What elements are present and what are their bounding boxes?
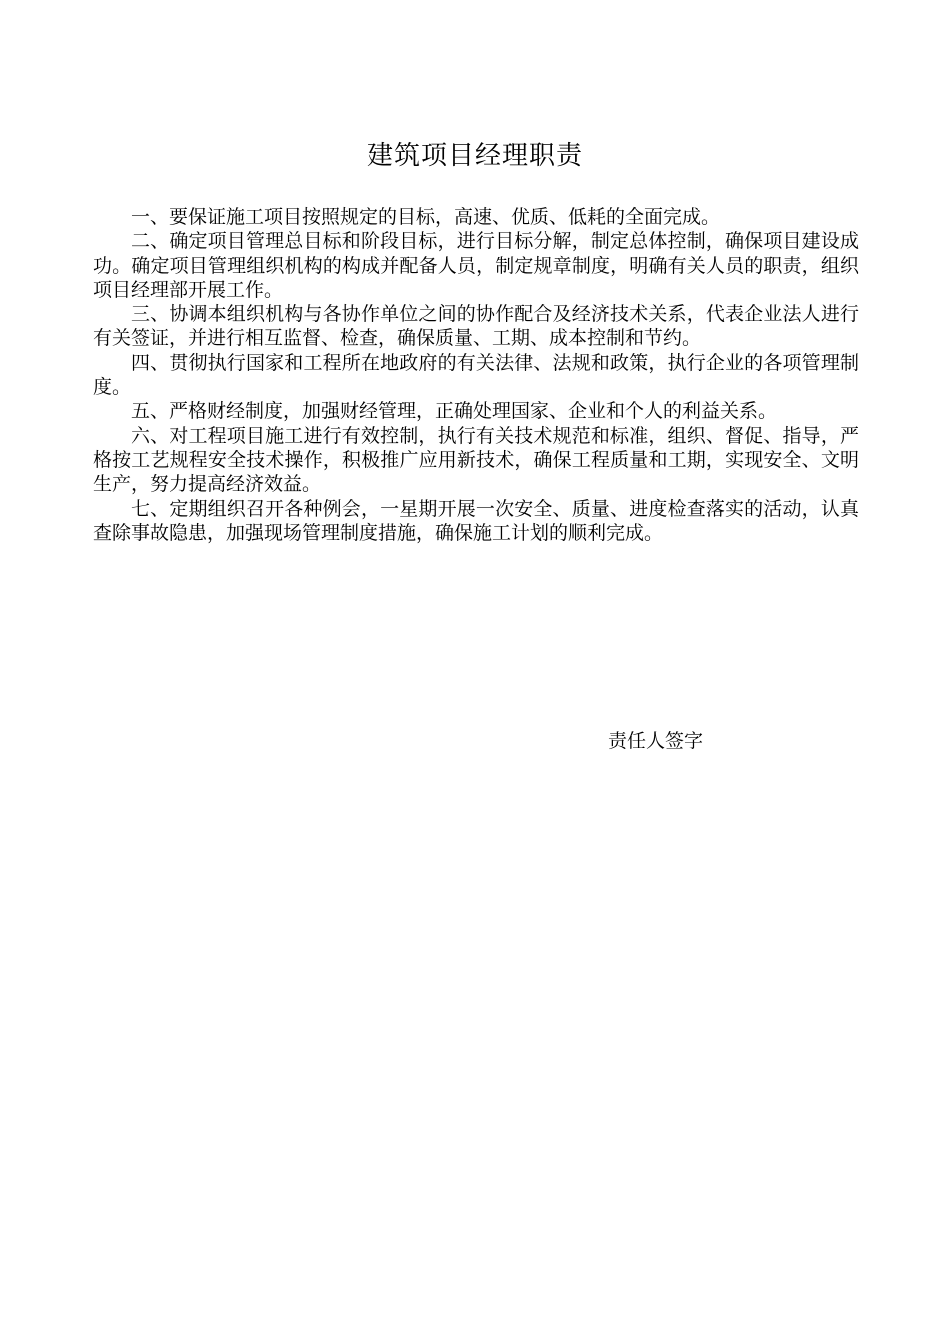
document-title: 建筑项目经理职责 xyxy=(366,141,583,171)
responsibilities-list xyxy=(93,205,859,545)
responsibility-item-6: 六、对工程项目施工进行有效控制，执行有关技术规范和标准，组织、督促、指导，严格按工艺规程安全技术操作，积极推广应用新技术，确保工程质量和工期，实现安全、文明生产，努力提高经济效益。 xyxy=(93,424,859,496)
responsibility-item-1: 一、要保证施工项目按照规定的目标，高速、优质、低耗的全面完成。 xyxy=(131,206,721,228)
responsibility-item-5: 五、严格财经制度，加强财经管理，正确处理国家、企业和个人的利益关系。 xyxy=(131,400,778,423)
responsibility-item-2: 二、确定项目管理总目标和阶段目标，进行目标分解，制定总体控制，确保项目建设成功。确定项目管理组织机构的构成并配备人员，制定规章制度，明确有关人员的职责，组织项目经理部开展工作。 xyxy=(93,230,859,301)
responsibility-item-4: 四、贯彻执行国家和工程所在地政府的有关法律、法规和政策，执行企业的各项管理制度。 xyxy=(93,351,859,399)
signature-label: 责任人签字 xyxy=(608,730,704,752)
responsibility-item-3: 三、协调本组织机构与各协作单位之间的协作配合及经济技术关系，代表企业法人进行有关签证，并进行相互监督、检查，确保质量、工期、成本控制和节约。 xyxy=(93,303,859,350)
responsibility-item-7: 七、定期组织召开各种例会，一星期开展一次安全、质量、进度检查落实的活动，认真查除事故隐患，加强现场管理制度措施，确保施工计划的顺利完成。 xyxy=(93,497,859,544)
